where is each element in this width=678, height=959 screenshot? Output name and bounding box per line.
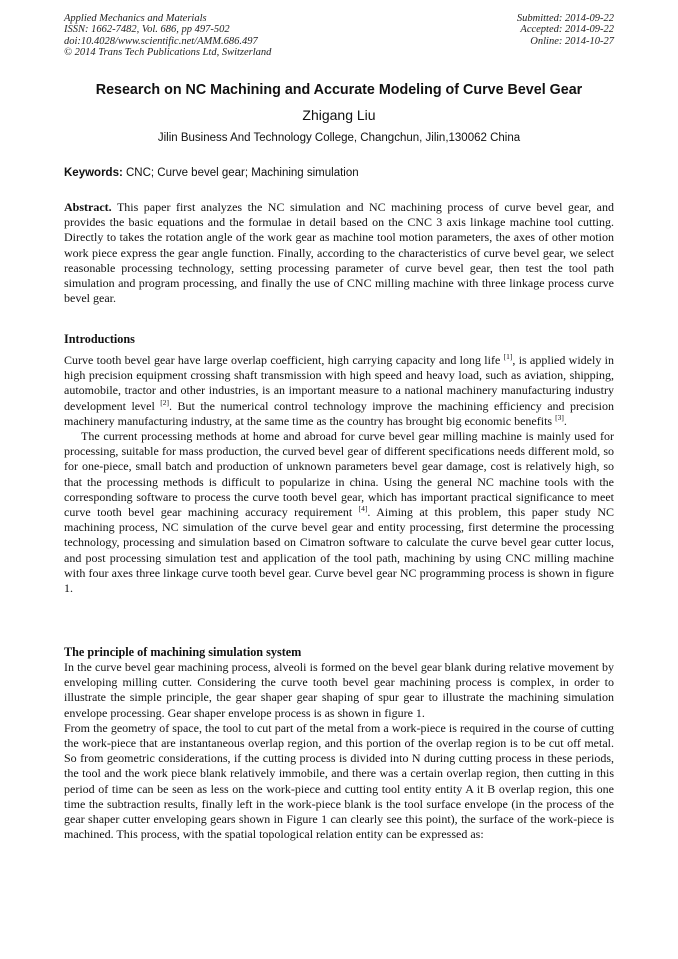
keywords	[64, 167, 359, 179]
submitted-date: Submitted: 2014-09-22	[516, 13, 614, 24]
section-introductions	[64, 353, 614, 596]
intro-paragraph-1	[64, 353, 614, 429]
intro-p1-text-c: . But the numerical control technology improve the machining efficiency and precision machinery manufacturing industry, at the same time as the country has brought big economic benefits	[64, 398, 614, 428]
online-date: Online: 2014-10-27	[530, 35, 614, 47]
intro-p1-text-a: Curve tooth bevel gear have large overlap coefficient, high carrying capacity and long life	[64, 353, 504, 367]
section-heading-principle: The principle of machining simulation system	[64, 645, 302, 659]
journal-issn: ISSN: 1662-7482, Vol. 686, pp 497-502	[64, 24, 230, 36]
keywords-text: CNC; Curve bevel gear; Machining simulation	[122, 167, 359, 179]
citation-link-3[interactable]: [3]	[555, 412, 564, 422]
citation-link-2[interactable]: [2]	[160, 397, 170, 407]
intro-p1-text-b: , is applied widely in high precision equipment crossing shaft transmission with high speed and heavy load, such as aviation, shipping, automobile, tractor and other industries, is an important measure to a national machinery manufacturing industry development level	[64, 353, 614, 413]
abstract	[64, 200, 614, 306]
intro-p2-text-a: The current processing methods at home and abroad for curve bevel gear milling machine is mainly used for processing, suitable for mass production, the curved bevel gear of different specifications needs different mold, so for one-piece, small batch and production of unknown parameters bevel gear damage, cost is relatively high, so that the processing methods is difficult to popularize in china. Using the general NC machine tools with the corresponding software to process the curve tooth bevel gear, which has important practical significance to meet curve tooth bevel gear machining accuracy requirement	[64, 429, 614, 520]
journal-info	[64, 13, 271, 58]
publication-dates	[517, 13, 614, 47]
intro-p2-text-b: . Aiming at this problem, this paper study NC machining process, NC simulation of the curve bevel gear and entity processing, first determine the processing technology, processing and simulation based on Cimatron software to calculate the curve bevel gear cutter locus, and post processing simulation test and application of the tool path, machining by using CNC milling machine with four axes three linkage curve tooth bevel gear. Curve bevel gear NC programming process is shown in figure 1.	[64, 505, 614, 596]
journal-doi: doi:10.4028/www.scientific.net/AMM.686.497	[64, 35, 258, 47]
section-heading-introductions: Introductions	[64, 332, 135, 346]
abstract-label: Abstract.	[64, 200, 112, 214]
keywords-label: Keywords:	[64, 167, 123, 179]
section-principle	[64, 660, 614, 842]
principle-paragraph-1: In the curve bevel gear machining process, alveoli is formed on the bevel gear blank during relative movement by enveloping milling cutter. Considering the curve tooth bevel gear machining process is complex, in order to illustrate the simple principle, the gear shaper gear shaping of spur gear to illustrate the machining simulation envelope processing. Gear shaper envelope process is as shown in figure 1.	[64, 660, 614, 720]
journal-copyright: © 2014 Trans Tech Publications Ltd, Switzerland	[64, 46, 272, 58]
citation-link-4[interactable]: [4]	[358, 504, 368, 514]
journal-name: Applied Mechanics and Materials	[64, 13, 207, 24]
accepted-date: Accepted: 2014-09-22	[520, 24, 614, 36]
intro-paragraph-2	[64, 429, 614, 596]
principle-paragraph-2: From the geometry of space, the tool to cut part of the metal from a work-piece is required in the course of cutting the work-piece that are instantaneous overlap region, and this portion of the overlap region is to be cut off metal. So from geometric considerations, if the cutting process is divided into N during cutting process in these periods, the tool and the work piece blank relatively immobile, and there was a certain overlap region, then cutting in this period of time can be seen as less on the work-piece and cutting tool entity entity A it B overlap region, this one time the subtraction results, finally left in the work-piece blank is the tool surface envelope (in the process of the gear shaper cutter enveloping gears shown in Figure 1 can clearly see this point), the surface of the work-piece is machined. This process, with the spatial topological relation entity can be expressed as:	[64, 720, 614, 842]
author-affiliation: Jilin Business And Technology College, Changchun, Jilin,130062 China	[157, 132, 521, 144]
author-name: Zhigang Liu	[302, 107, 376, 123]
intro-p1-text-d: .	[563, 413, 567, 428]
citation-link-1[interactable]: [1]	[503, 352, 513, 361]
abstract-text: This paper first analyzes the NC simulation and NC machining process of curve bevel gear, and provides the basic equations and the formulae in detail based on the CNC 3 axis linkage machine tool cutting. Directly to takes the rotation angle of the work gear as machine tool motion parameters, the axes of other motion work piece express the gear angle function. Finally, according to the characteristics of curve bevel gear, we select reasonable processing technology, setting processing parameter of curve bevel gear, then test the tool path simulation and program processing, and finally the use of CNC milling machine with three linkage process curve bevel gear.	[64, 200, 614, 306]
paper-title: Research on NC Machining and Accurate Modeling of Curve Bevel Gear	[95, 82, 583, 98]
